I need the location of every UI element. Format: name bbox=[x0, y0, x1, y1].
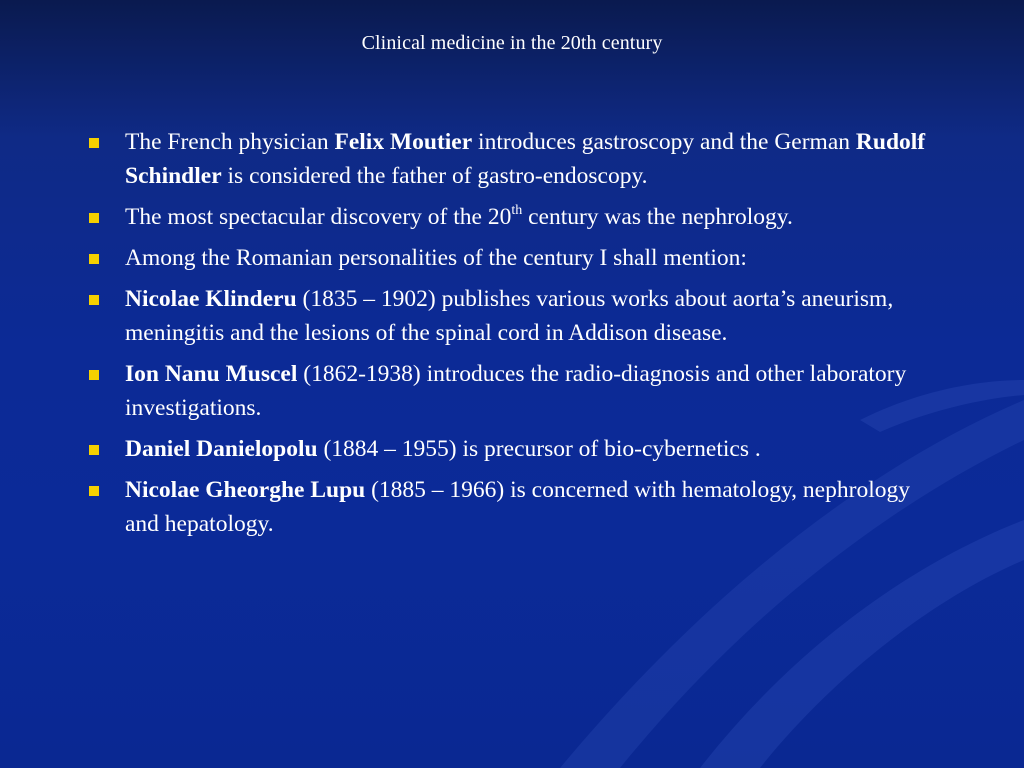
ordinal-superscript: th bbox=[511, 203, 523, 219]
bullet-daniel-danielopolu bbox=[88, 432, 948, 466]
bullet-square-icon bbox=[89, 213, 99, 223]
bullet-text: introduces gastroscopy and the German bbox=[472, 129, 856, 155]
bullet-list bbox=[88, 125, 948, 548]
person-name-daniel-danielopolu: Daniel Danielopolu bbox=[125, 436, 318, 462]
bullet-square-icon bbox=[89, 445, 99, 455]
bullet-text: Among the Romanian personalities of the century I shall mention: bbox=[125, 245, 747, 271]
bullet-text: (1862-1938) introduces the radio-diagnosis and other laboratory investigations. bbox=[125, 361, 907, 421]
bullet-square-icon bbox=[89, 138, 99, 148]
person-name-nicolae-klinderu: Nicolae Klinderu bbox=[125, 286, 297, 312]
bullet-text: is considered the father of gastro-endoscopy. bbox=[221, 163, 648, 189]
bullet-square-icon bbox=[89, 254, 99, 264]
person-name-felix-moutier: Felix Moutier bbox=[334, 129, 473, 155]
person-name-ion-nanu-muscel: Ion Nanu Muscel bbox=[125, 361, 298, 387]
bullet-square-icon bbox=[89, 370, 99, 380]
bullet-text: The French physician bbox=[125, 129, 335, 155]
bullet-romanian-personalities bbox=[88, 241, 948, 275]
bullet-nicolae-klinderu bbox=[88, 282, 948, 350]
bullet-text: (1835 – 1902) publishes various works about aorta’s aneurism, meningitis and the lesions of the spinal cord in Addison disease. bbox=[125, 286, 894, 346]
bullet-text: (1885 – 1966) is concerned with hematology, nephrology and hepatology. bbox=[125, 477, 910, 537]
bullet-square-icon bbox=[89, 486, 99, 496]
bullet-moutier-schindler bbox=[88, 125, 948, 193]
person-name-nicolae-gheorghe-lupu: Nicolae Gheorghe Lupu bbox=[125, 477, 366, 503]
bullet-nephrology bbox=[88, 200, 948, 234]
bullet-ion-nanu-muscel bbox=[88, 357, 948, 425]
bullet-text: The most spectacular discovery of the 20 bbox=[125, 204, 512, 230]
bullet-text: (1884 – 1955) is precursor of bio-cybernetics . bbox=[317, 436, 761, 462]
person-name-rudolf-schindler: Rudolf Schindler bbox=[125, 129, 926, 189]
bullet-square-icon bbox=[89, 295, 99, 305]
slide-title: Clinical medicine in the 20th century bbox=[361, 32, 663, 54]
bullet-text: century was the nephrology. bbox=[522, 204, 793, 230]
bullet-nicolae-gheorghe-lupu bbox=[88, 473, 948, 541]
